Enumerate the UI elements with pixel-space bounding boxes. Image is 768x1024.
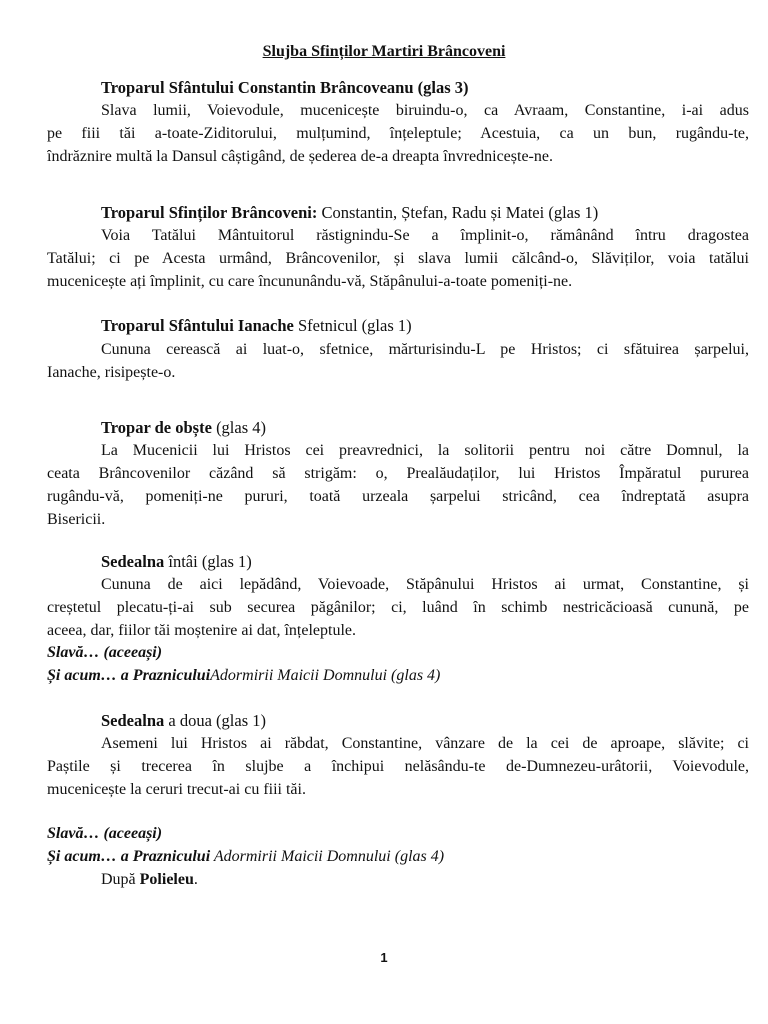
heading-rest: întâi (glas 1) <box>164 552 252 571</box>
heading-rest: (glas 3) <box>413 78 469 97</box>
si-acum-line <box>47 665 440 687</box>
text-line: Paștile și trecerea în slujbe a închipui nelăsându-te de-Dumnezeu-urâtorii, Voievodule, <box>47 758 749 775</box>
si-acum-bold: Și acum… a Praznicului <box>47 848 211 865</box>
text-line: creștetul plecatu-ți-ai sub securea păgânilor; ci, luând în schimb nestricăcioasă cunună, pe <box>47 599 749 616</box>
heading-rest: a doua (glas 1) <box>164 711 266 730</box>
polieleu-text: Polieleu <box>139 871 194 888</box>
text-line: Voia Tatălui Mântuitorul răstignindu-Se a împlinit-o, rămânând întru dragostea <box>101 227 749 244</box>
heading-bold: Sedealna <box>101 552 165 571</box>
si-acum-rest: Adormirii Maicii Domnului (glas 4) <box>210 848 445 865</box>
si-acum-line <box>47 846 444 868</box>
text-line: mucenicește ați împlinit, cu care încununându-vă, Stăpânului-a-toate pomeniți-ne. <box>47 273 573 290</box>
heading-rest: Constantin, Ștefan, Radu și Matei (glas 1) <box>321 203 599 222</box>
section-heading-troparul-constantin <box>101 77 469 99</box>
section-text-troparul-ianache <box>47 338 749 384</box>
text-line: Tatălui; ci pe Acesta urmând, Brâncovenilor, și slava lumii călcând-o, Slăviților, voia tatălui <box>47 250 749 267</box>
text-line: ceata Brâncovenilor căzând să strigăm: o, Prealăudaților, lui Hristos Împăratul pururea <box>47 465 749 482</box>
heading-rest: (glas 4) <box>211 418 267 437</box>
section-text-sedealna-a-doua <box>47 732 749 801</box>
text-line: Asemeni lui Hristos ai răbdat, Constantine, vânzare de la cei de aproape, slăvite; ci <box>101 735 749 752</box>
dupa-polieleu-line <box>101 869 198 891</box>
section-heading-troparul-brancoveni <box>101 202 598 224</box>
text-line: Bisericii. <box>47 511 106 528</box>
heading-bold: Tropar de obște <box>101 418 212 437</box>
text-line: Ianache, risipește-o. <box>47 364 176 381</box>
page-number: 1 <box>380 950 388 965</box>
section-text-sedealna-intai <box>47 573 749 642</box>
section-text-tropar-de-obste <box>47 439 749 531</box>
text-line: aceea, dar, fiilor tăi moștenire ai dat, înțeleptule. <box>47 622 356 639</box>
text-line: Cununa de aici lepădând, Voievoade, Stăpânului Hristos ai urmat, Constantine, și <box>101 576 749 593</box>
heading-bold: Troparul Sfinților Brâncoveni: <box>101 203 322 222</box>
section-heading-tropar-de-obste <box>101 417 266 439</box>
section-heading-troparul-ianache <box>101 315 412 337</box>
heading-bold: Troparul Sfântului Ianache <box>101 316 294 335</box>
document-title: Slujba Sfinților Martiri Brâncoveni <box>262 43 506 60</box>
si-acum-bold: Și acum… a Praznicului <box>47 667 211 684</box>
text-line: La Mucenicii lui Hristos cei preavrednici, la solitorii pentru noi către Domnul, la <box>101 442 749 459</box>
heading-rest: Sfetnicul (glas 1) <box>293 316 412 335</box>
section-heading-sedealna-intai <box>101 551 252 573</box>
heading-bold: Troparul Sfântului Constantin Brâncoveanu <box>101 78 414 97</box>
text-line: Cununa cerească ai luat-o, sfetnice, mărturisindu-L pe Hristos; ci sfătuirea șarpelui, <box>101 341 749 358</box>
heading-bold: Sedealna <box>101 711 165 730</box>
si-acum-rest: Adormirii Maicii Domnului (glas 4) <box>210 667 441 684</box>
dupa-text: După <box>101 871 140 888</box>
text-line: mucenicește la ceruri trecut-ai cu fiii tăi. <box>47 781 306 798</box>
slava-line: Slavă… (aceeași) <box>47 825 163 842</box>
text-line: rugându-vă, pomeniți-ne pururi, toată urzeala șarpelui stricând, cea îndreptată asupra <box>47 488 749 505</box>
section-text-troparul-constantin <box>47 99 749 168</box>
text-line: pe fiii tăi a-toate-Ziditorului, mulțumind, înțeleptule; Acestuia, ca un bun, rugându-te, <box>47 125 749 142</box>
section-heading-sedealna-a-doua <box>101 710 266 732</box>
text-line: Slava lumii, Voievodule, mucenicește biruindu-o, ca Avraam, Constantine, i-ai adus <box>101 102 749 119</box>
section-text-troparul-brancoveni <box>47 224 749 293</box>
period: . <box>193 871 198 888</box>
text-line: îndrăznire multă la Dansul câștigând, de șederea de-a dreapta învrednicește-ne. <box>47 148 553 165</box>
slava-line: Slavă… (aceeași) <box>47 644 163 661</box>
